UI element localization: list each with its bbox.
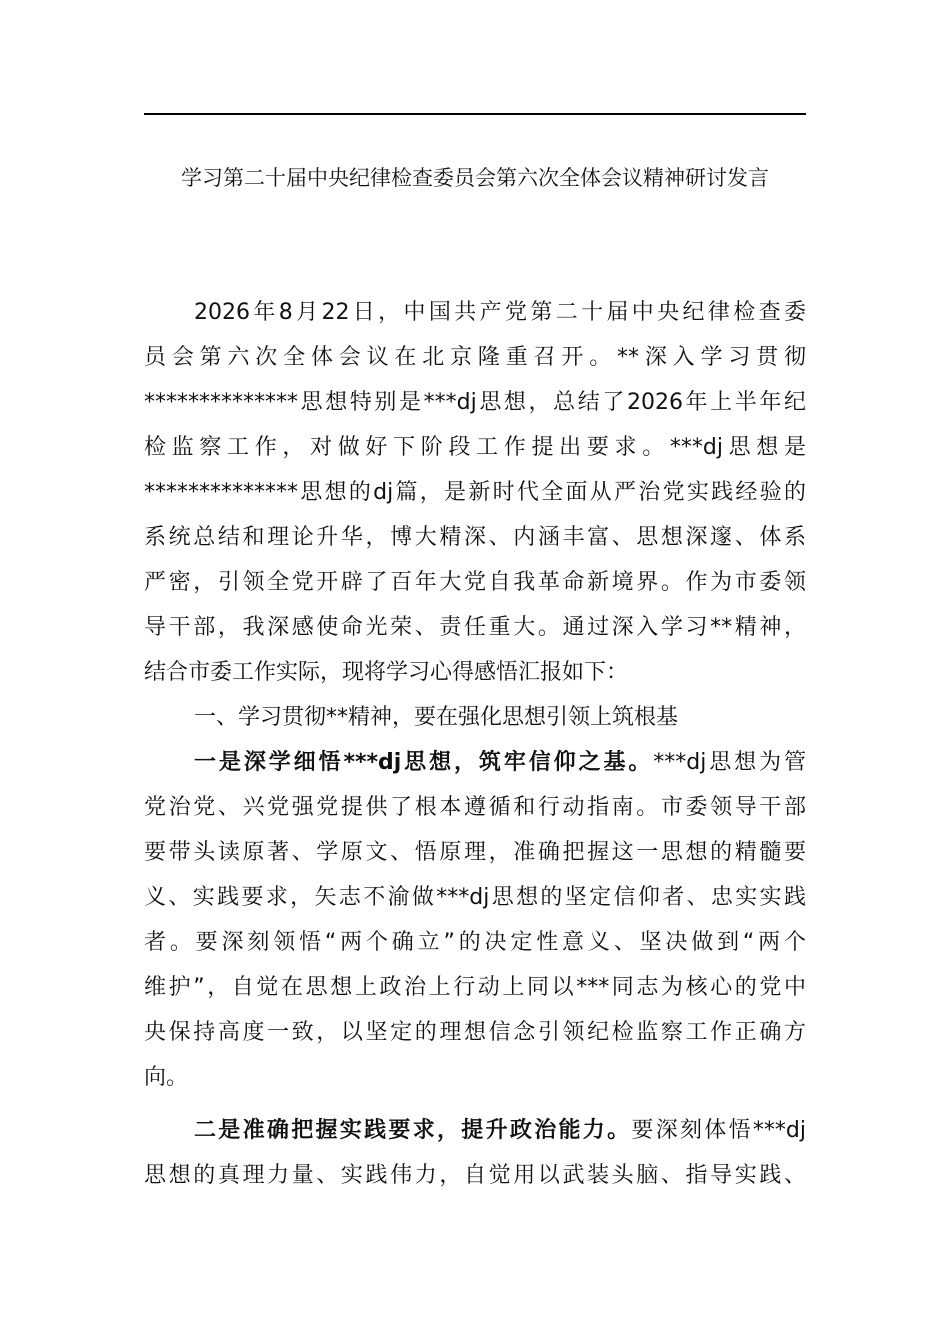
header-rule	[144, 113, 806, 115]
document-body	[144, 290, 806, 1198]
point-1-line: 者。要深刻领悟“两个确立”的决定性意义、坚决做到“两个	[144, 930, 806, 955]
paragraph-1-line: 2026年8月22日，中国共产党第二十届中央纪律检查委	[194, 300, 806, 325]
point-1-line: 向。	[144, 1065, 189, 1090]
paragraph-1-line: 导干部，我深感使命光荣、责任重大。通过深入学习**精神，	[144, 615, 806, 640]
point-2-line: 思想的真理力量、实践伟力，自觉用以武装头脑、指导实践、	[144, 1163, 806, 1188]
section-heading: 一、学习贯彻**精神，要在强化思想引领上筑根基	[194, 705, 679, 730]
paragraph-1-line: 严密，引领全党开辟了百年大党自我革命新境界。作为市委领	[144, 570, 806, 595]
point-1-first-line	[144, 740, 806, 785]
point-2-first-line-rest: 要深刻体悟***dj	[631, 1118, 806, 1143]
paragraph-1-line: **************思想的dj篇，是新时代全面从严治党实践经验的	[144, 480, 806, 505]
point-1-first-line-rest: ***dj思想为管	[653, 750, 806, 775]
paragraph-1-line: 员会第六次全体会议在北京隆重召开。**深入学习贯彻	[144, 345, 806, 370]
document-title: 学习第二十届中央纪律检查委员会第六次全体会议精神研讨发言	[181, 166, 769, 190]
point-2-first-line	[144, 1108, 806, 1153]
paragraph-1-line: 系统总结和理论升华，博大精深、内涵丰富、思想深邃、体系	[144, 525, 806, 550]
point-2-lead: 二是准确把握实践要求，提升政治能力。	[194, 1118, 632, 1143]
point-1-lead: 一是深学细悟***dj思想，筑牢信仰之基。	[194, 750, 654, 775]
point-1-line: 义、实践要求，矢志不渝做***dj思想的坚定信仰者、忠实实践	[144, 885, 806, 910]
point-1-line: 维护”，自觉在思想上政治上行动上同以***同志为核心的党中	[144, 975, 806, 1000]
paragraph-1-line: **************思想特别是***dj思想，总结了2026年上半年纪	[144, 390, 806, 415]
paragraph-1-line: 检监察工作，对做好下阶段工作提出要求。***dj思想是	[144, 435, 806, 460]
point-1-line: 党治党、兴党强党提供了根本遵循和行动指南。市委领导干部	[144, 795, 806, 820]
paragraph-gap	[144, 1100, 806, 1108]
point-1-line: 央保持高度一致，以坚定的理想信念引领纪检监察工作正确方	[144, 1020, 806, 1045]
paragraph-1-line: 结合市委工作实际，现将学习心得感悟汇报如下：	[144, 660, 629, 685]
point-1-line: 要带头读原著、学原文、悟原理，准确把握这一思想的精髓要	[144, 840, 806, 865]
